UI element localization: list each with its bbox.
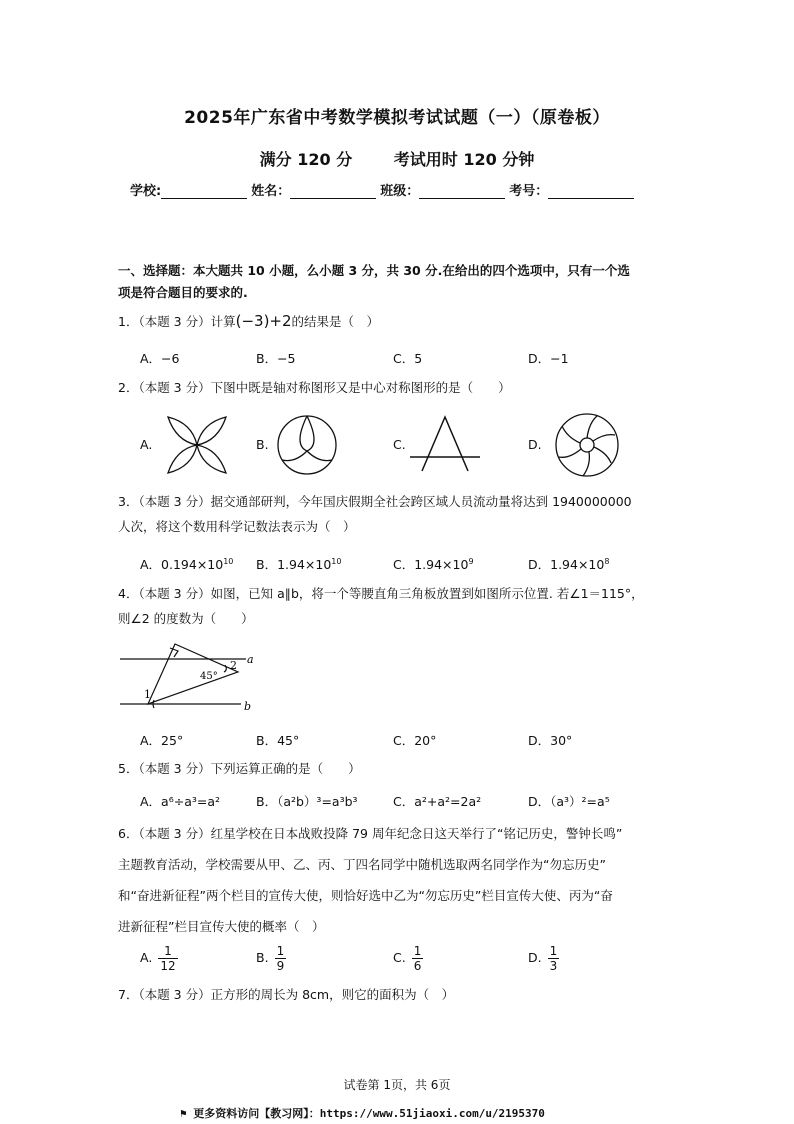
question-4-stem (118, 583, 644, 630)
q6-option-a-num: 1 (158, 944, 177, 959)
q4-option-a[interactable]: A．25° (140, 733, 184, 748)
q6-option-d-label: D. (528, 950, 542, 965)
letter-a-figure (410, 413, 480, 477)
q1-option-b[interactable]: B．−5 (256, 351, 296, 366)
q4-option-c[interactable]: C．20° (393, 733, 437, 748)
q6-option-b-den: 9 (276, 959, 285, 973)
school-label: 学校: (130, 184, 162, 199)
question-7-stem: 7．（本题 3 分）正方形的周长为 8cm，则它的面积为（ ） (118, 987, 455, 1002)
exam-time: 考试用时 120 分钟 (393, 150, 535, 169)
q2-label-d[interactable]: D. (528, 437, 542, 452)
q6-option-c[interactable] (393, 944, 423, 973)
q6-option-d-den: 3 (549, 959, 558, 973)
promo-line[interactable] (180, 1105, 545, 1121)
q6-option-c-fraction (412, 944, 424, 973)
q1-option-d[interactable]: D．−1 (528, 351, 569, 366)
q6-option-d-fraction (548, 944, 560, 973)
circle-arcs-figure (275, 413, 339, 477)
line-b-label: b (244, 700, 252, 713)
q3-line1: 3．（本题 3 分）据交通部研判，今年国庆假期全社会跨区域人员流动量将达到 1940000000 (118, 494, 632, 509)
q3-option-d[interactable] (528, 555, 609, 573)
q5-option-c[interactable]: C．a²+a²=2a² (393, 794, 482, 809)
four-petal-figure (164, 413, 230, 477)
q3-option-b-text: B．1.94×10 (256, 557, 332, 572)
q3-option-a-exp: 10 (223, 556, 234, 566)
page-title: 2025年广东省中考数学模拟考试试题（一）（原卷板） (184, 108, 610, 128)
q6-option-b[interactable] (256, 944, 286, 973)
q2-label-c[interactable]: C. (393, 437, 406, 452)
q6-option-a[interactable] (140, 944, 178, 973)
section-heading-line2: 项是符合题目的要求的. (118, 285, 248, 300)
q6-option-a-fraction (158, 944, 177, 973)
q6-line2: 主题教育活动，学校需要从甲、乙、丙、丁四名同学中随机选取两名同学作为“勿忘历史” (118, 857, 606, 872)
q2-label-b[interactable]: B. (256, 437, 269, 452)
q6-line4: 进新征程”栏目宣传大使的概率（ ） (118, 919, 325, 934)
q2-label-a[interactable]: A. (140, 437, 153, 452)
q1-stem-suffix: 的结果是（ ） (291, 314, 380, 329)
question-3-stem (118, 491, 632, 538)
section-heading-line1: 一、选择题：本大题共 10 小题，么小题 3 分，共 30 分.在给出的四个选项中，只有一个选 (118, 263, 630, 278)
q4-option-d[interactable]: D．30° (528, 733, 573, 748)
school-blank[interactable] (161, 185, 247, 199)
q6-option-a-den: 12 (160, 959, 176, 973)
q4-line2: 则∠2 的度数为（ ） (118, 611, 254, 626)
q5-option-b[interactable]: B．（a²b）³=a³b³ (256, 794, 358, 809)
flag-icon: ⚑ (180, 1107, 194, 1120)
q4-option-b[interactable]: B．45° (256, 733, 300, 748)
student-info-fields (130, 180, 638, 199)
q3-option-a[interactable] (140, 555, 233, 573)
q5-option-a[interactable]: A．a⁶÷a³=a² (140, 794, 221, 809)
question-6-stem (118, 818, 622, 942)
promo-text: 更多资料访问【教习网】：https://www.51jiaoxi.com/u/2195370 (193, 1107, 545, 1120)
class-blank[interactable] (419, 185, 505, 199)
name-label: 姓名： (251, 184, 291, 199)
q6-option-b-label: B. (256, 950, 269, 965)
q6-option-c-num: 1 (413, 944, 422, 958)
q6-option-d-num: 1 (549, 944, 558, 958)
q3-option-c-text: C．1.94×10 (393, 557, 469, 572)
q6-option-b-num: 1 (276, 944, 285, 958)
q3-option-b[interactable] (256, 555, 341, 573)
q1-option-c[interactable]: C．5 (393, 351, 423, 366)
exam-no-label: 考号： (509, 184, 549, 199)
full-score: 满分 120 分 (259, 150, 353, 169)
q6-option-a-label: A. (140, 950, 153, 965)
pinwheel-circle-figure (553, 411, 621, 479)
name-blank[interactable] (290, 185, 376, 199)
q6-option-c-den: 6 (413, 959, 422, 973)
q6-option-b-fraction (275, 944, 287, 973)
page-number: 试卷第 1页，共 6页 (343, 1078, 451, 1092)
q3-option-c-exp: 9 (468, 556, 474, 566)
q6-line3: 和“奋进新征程”两个栏目的宣传大使，则恰好选中乙为“勿忘历史”栏目宣传大使、丙为“奋 (118, 888, 613, 903)
exam-info (0, 147, 794, 170)
q3-option-d-text: D．1.94×10 (528, 557, 605, 572)
q5-option-d[interactable]: D．（a³）²=a⁵ (528, 794, 610, 809)
exam-no-blank[interactable] (548, 185, 634, 199)
q1-stem-prefix: 1．（本题 3 分）计算 (118, 314, 236, 329)
line-a-label: a (247, 653, 254, 666)
parallel-lines-triangle-figure (116, 640, 266, 716)
q1-expression: (−3)+2 (235, 312, 292, 330)
q3-line2: 人次，将这个数用科学记数法表示为（ ） (118, 519, 356, 534)
q3-option-a-text: A．0.194×10 (140, 557, 224, 572)
q3-option-d-exp: 8 (604, 556, 610, 566)
question-5-stem: 5．（本题 3 分）下列运算正确的是（ ） (118, 761, 361, 776)
q6-option-d[interactable] (528, 944, 559, 973)
q6-line1: 6．（本题 3 分）红星学校在日本战败投降 79 周年纪念日这天举行了“铭记历史，警钟长鸣” (118, 826, 623, 841)
angle-1-label: 1 (144, 688, 151, 701)
class-label: 班级： (380, 184, 420, 199)
section-heading (118, 260, 630, 304)
q4-line1: 4．（本题 3 分）如图，已知 a∥b，将一个等腰直角三角板放置到如图所示位置. 若∠1＝115°， (118, 586, 644, 601)
angle-2-label: 2 (230, 659, 237, 672)
q6-option-c-label: C. (393, 950, 406, 965)
q3-option-c[interactable] (393, 555, 474, 573)
angle-45-label: 45° (200, 671, 218, 682)
question-1-stem (118, 310, 379, 333)
q3-option-b-exp: 10 (331, 556, 342, 566)
question-2-stem: 2．（本题 3 分）下图中既是轴对称图形又是中心对称图形的是（ ） (118, 380, 511, 395)
q1-option-a[interactable]: A．−6 (140, 351, 180, 366)
